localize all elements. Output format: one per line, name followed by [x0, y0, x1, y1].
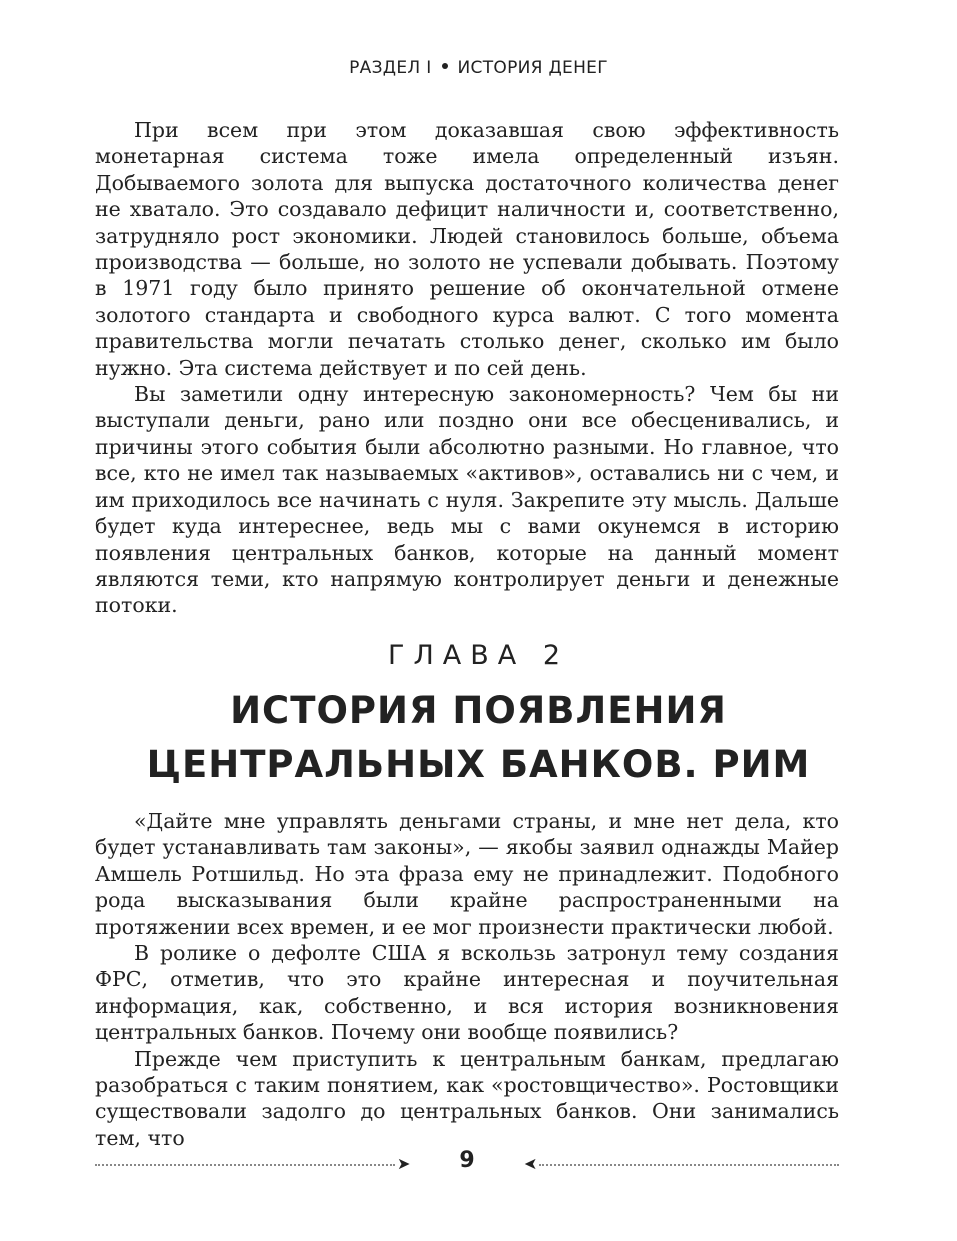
- paragraph: «Дайте мне управлять деньгами страны, и мне нет дела, кто будет устанавливать там законы», — якобы заявил однажды Майер Амшель Ротшильд. Но эта фраза ему не принадлежит. Подобного рода высказывания были крайне распространенными на протяжении всех времен, и ее мог произнести практически любой.: [95, 809, 839, 939]
- running-head: [0, 58, 957, 78]
- body-text-chapter: [95, 808, 839, 1151]
- chapter-title: [0, 684, 957, 792]
- dotted-rule-right: [539, 1164, 839, 1166]
- paragraph: Прежде чем приступить к центральным банкам, предлагаю разобраться с таким понятием, как «ростовщичество». Ростовщики существовали задолго до центральных банков. Они занимались тем, что: [95, 1046, 839, 1150]
- paragraph: В ролике о дефолте США я вскользь затронул тему создания ФРС, отметив, что это крайне интересная и поучительная информация, как, собственно, и вся история возникновения центральных банков. Почему они вообще появились?: [95, 941, 839, 1045]
- chapter-title-line-1: ИСТОРИЯ ПОЯВЛЕНИЯ: [230, 689, 727, 732]
- body-text-top: [95, 117, 839, 619]
- running-head-title: ИСТОРИЯ ДЕНЕГ: [457, 58, 608, 78]
- bullet-dot-icon: [442, 63, 448, 69]
- page-footer: [95, 1148, 839, 1182]
- running-head-section: РАЗДЕЛ I: [349, 58, 432, 78]
- chapter-label: ГЛАВА 2: [388, 640, 569, 671]
- chapter-title-line-2: ЦЕНТРАЛЬНЫХ БАНКОВ. РИМ: [146, 743, 811, 786]
- arrow-left-icon: ➤: [523, 1154, 537, 1173]
- paragraph: При всем при этом доказавшая свою эффективность монетарная система тоже имела определенный изъян. Добываемого золота для выпуска достаточного количества денег не хватало. Это создавало дефицит наличности и, соответственно, затрудняло рост экономики. Людей становилось больше, объема производства — больше, но золото не успевали добывать. Поэтому в 1971 году было принято решение об окончательной отмене золотого стандарта и свободного курса валют. С того момента правительства могли печатать столько денег, сколько им было нужно. Эта система действует и по сей день.: [95, 118, 839, 380]
- arrow-right-icon: ➤: [397, 1154, 411, 1173]
- page-number: 9: [459, 1148, 475, 1173]
- paragraph: Вы заметили одну интересную закономерность? Чем бы ни выступали деньги, рано или поздно они все обесценивались, и причины этого события были абсолютно разными. Но главное, что все, кто не имел так называемых «активов», оставались ни с чем, и им приходилось все начинать с нуля. Закрепите эту мысль. Дальше будет куда интереснее, ведь мы с вами окунемся в историю появления центральных банков, которые на данный момент являются теми, кто напрямую контролирует деньги и денежные потоки.: [95, 382, 839, 618]
